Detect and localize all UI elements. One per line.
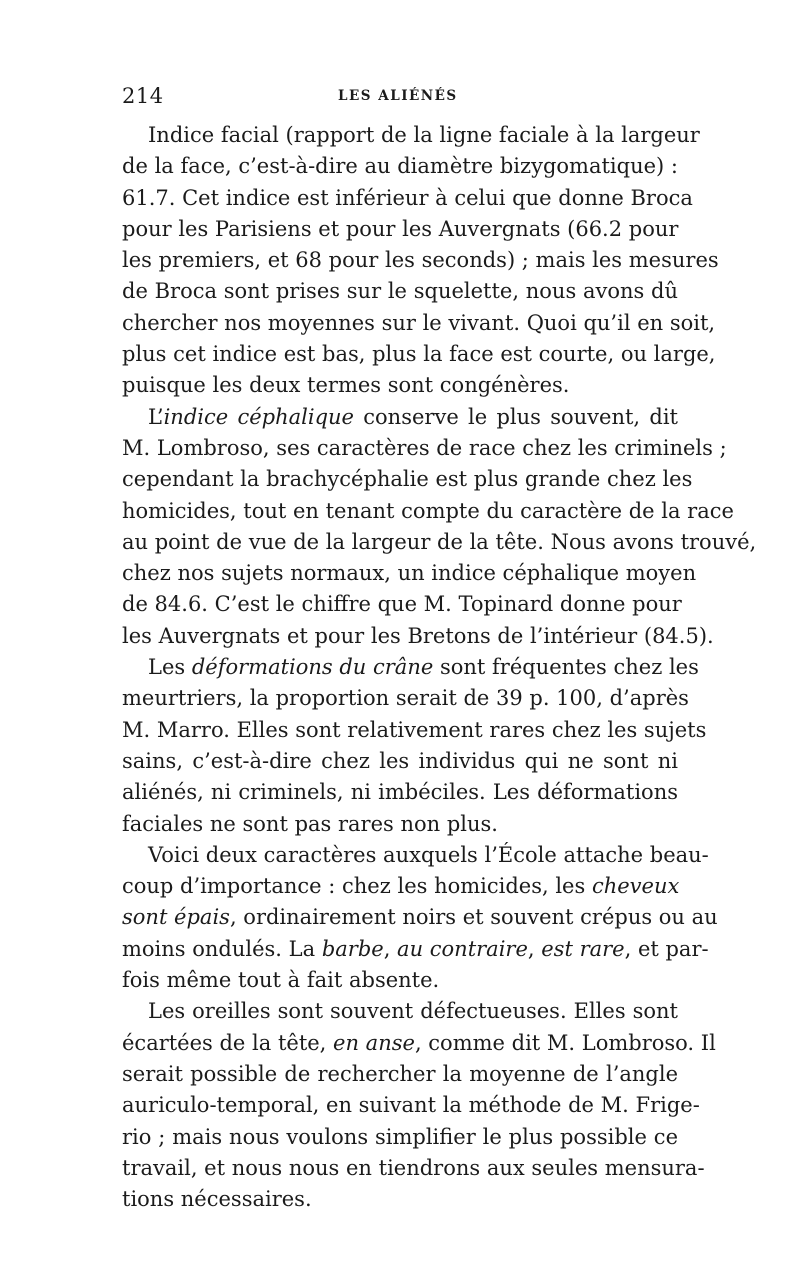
text-line: les premiers, et 68 pour les seconds) ; mais les mesures — [122, 248, 719, 273]
text-line: moins ondulés. La barbe, au contraire, est rare, et par- — [122, 936, 709, 961]
paragraph — [122, 652, 707, 840]
text-line: M. Lombroso, ses caractères de race chez les criminels ; — [122, 435, 727, 460]
page-number: 214 — [122, 84, 164, 108]
italic-term: au contraire — [397, 936, 528, 961]
text-line: 61.7. Cet indice est inférieur à celui que donne Broca — [122, 185, 693, 210]
paragraph — [122, 996, 716, 1215]
italic-term: indice céphalique — [163, 404, 354, 429]
text-line: Indice facial (rapport de la ligne faciale à la largeur — [148, 123, 700, 147]
text-line: aliénés, ni criminels, ni imbéciles. Les déformations — [122, 780, 678, 805]
text-line: M. Marro. Elles sont relativement rares chez les sujets — [122, 717, 707, 742]
italic-term: déformations du crâne — [191, 655, 434, 680]
text-line: auriculo-temporal, en suivant la méthode de M. Frige- — [122, 1093, 700, 1118]
text-line: serait possible de rechercher la moyenne de l’angle — [122, 1061, 678, 1086]
italic-term: est rare — [541, 936, 625, 961]
italic-term: en anse — [333, 1030, 415, 1055]
running-head — [122, 84, 678, 114]
text-line: L’indice céphalique conserve le plus souvent, dit — [148, 404, 678, 429]
text-line: puisque les deux termes sont congénères. — [122, 373, 570, 398]
text-line: écartées de la tête, en anse, comme dit M. Lombroso. Il — [122, 1030, 716, 1055]
text-line: faciales ne sont pas rares non plus. — [122, 811, 498, 836]
text-line: de 84.6. C’est le chiffre que M. Topinard donne pour — [122, 592, 682, 617]
italic-term: cheveux — [591, 874, 680, 899]
body-text — [122, 120, 757, 1215]
text-line: chez nos sujets normaux, un indice céphalique moyen — [122, 561, 697, 586]
italic-term: barbe — [321, 936, 384, 961]
text-line: Les oreilles sont souvent défectueuses. Elles sont — [148, 999, 678, 1024]
text-line: sains, c’est-à-dire chez les individus qui ne sont ni — [122, 748, 678, 773]
text-line: pour les Parisiens et pour les Auvergnats (66.2 pour — [122, 216, 679, 241]
text-line: au point de vue de la largeur de la tête. Nous avons trouvé, — [122, 529, 757, 554]
text-line: plus cet indice est bas, plus la face est courte, ou large, — [122, 342, 716, 367]
text-line: homicides, tout en tenant compte du caractère de la race — [122, 498, 734, 523]
text-line: meurtriers, la proportion serait de 39 p. 100, d’après — [122, 686, 689, 711]
text-line: sont épais, ordinairement noirs et souvent crépus ou au — [122, 905, 718, 930]
text-line: Les déformations du crâne sont fréquentes chez les — [148, 655, 699, 680]
text-line: Voici deux caractères auxquels l’École attache beau- — [148, 842, 709, 867]
text-line: coup d’importance : chez les homicides, les cheveux — [122, 874, 680, 899]
text-line: chercher nos moyennes sur le vivant. Quoi qu’il en soit, — [122, 310, 716, 335]
text-line: cependant la brachycéphalie est plus grande chez les — [122, 467, 693, 492]
text-line: tions nécessaires. — [122, 1187, 312, 1212]
text-line: fois même tout à fait absente. — [122, 968, 440, 993]
text-line: de Broca sont prises sur le squelette, nous avons dû — [122, 279, 678, 304]
italic-term: sont épais — [122, 905, 230, 930]
paragraph — [122, 402, 757, 652]
running-title: LES ALIÉNÉS — [338, 88, 458, 104]
text-line: de la face, c’est-à-dire au diamètre bizygomatique) : — [122, 154, 678, 179]
paragraph — [122, 120, 719, 402]
text-line: travail, et nous nous en tiendrons aux seules mensura- — [122, 1155, 705, 1180]
text-line: les Auvergnats et pour les Bretons de l’intérieur (84.5). — [122, 623, 714, 648]
paragraph — [122, 840, 718, 996]
text-line: rio ; mais nous voulons simplifier le plus possible ce — [122, 1124, 678, 1149]
